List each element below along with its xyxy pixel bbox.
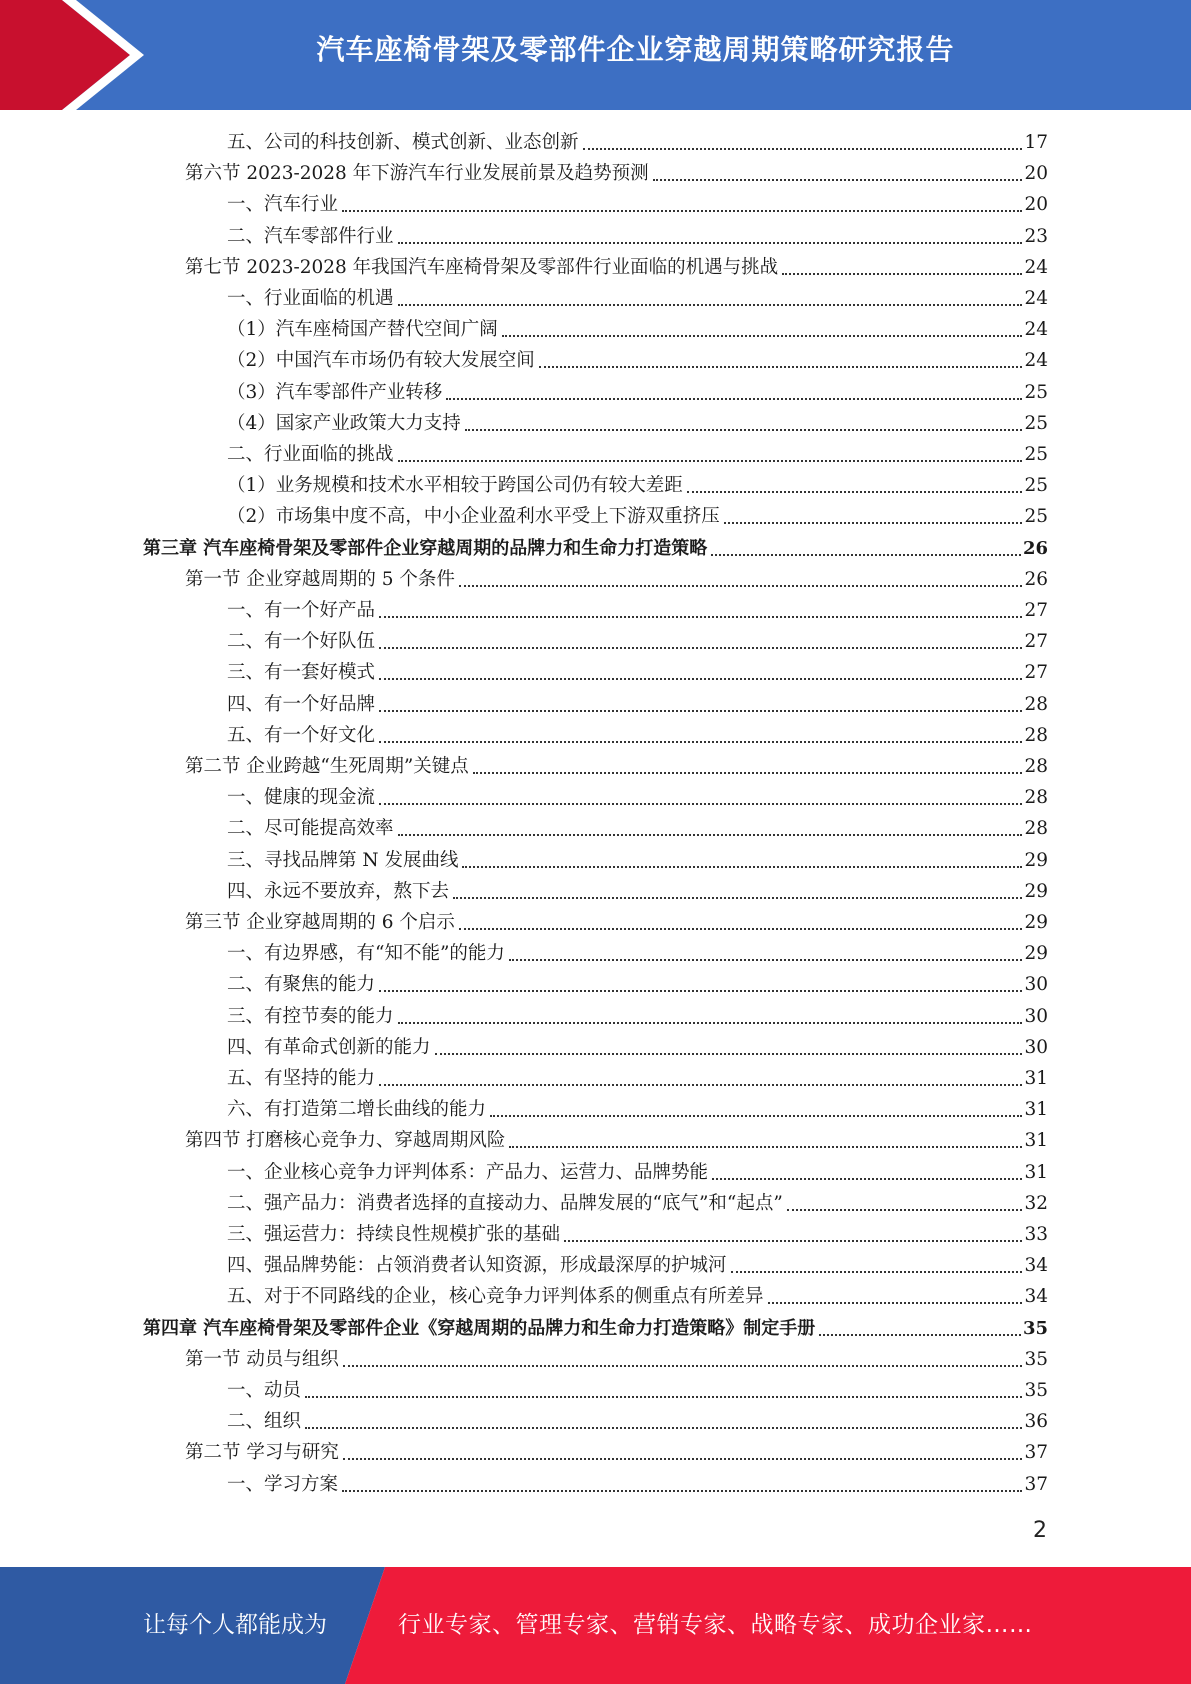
toc-entry[interactable] xyxy=(185,1125,1048,1156)
toc-entry[interactable] xyxy=(227,1063,1048,1094)
toc-entry-page: 25 xyxy=(1024,412,1048,434)
toc-entry-title: 五、对于不同路线的企业，核心竞争力评判体系的侧重点有所差异 xyxy=(227,1286,764,1308)
toc-entry-page: 36 xyxy=(1024,1411,1048,1433)
toc-dot-leader xyxy=(509,1145,1022,1148)
toc-entry-title: 二、有一个好队伍 xyxy=(227,631,376,653)
footer-slogan-left: 让每个人都能成为 xyxy=(143,1612,327,1638)
toc-entry[interactable] xyxy=(227,1469,1048,1500)
toc-entry-page: 26 xyxy=(1022,537,1048,559)
toc-dot-leader xyxy=(687,490,1023,493)
toc-dot-leader xyxy=(459,927,1023,930)
toc-entry-title: （3）汽车零部件产业转移 xyxy=(227,381,443,403)
toc-dot-leader xyxy=(711,553,1021,556)
toc-dot-leader xyxy=(379,709,1022,712)
toc-entry-title: 一、动员 xyxy=(227,1380,302,1401)
toc-entry[interactable] xyxy=(227,626,1048,657)
toc-entry[interactable] xyxy=(227,1032,1048,1063)
toc-entry[interactable] xyxy=(227,1157,1048,1188)
toc-entry-page: 17 xyxy=(1024,132,1048,153)
toc-entry-page: 30 xyxy=(1024,1036,1048,1058)
toc-entry-page: 31 xyxy=(1024,1130,1048,1152)
toc-entry-title: 第二节 企业跨越“生死周期”关键点 xyxy=(185,756,469,777)
toc-entry-page: 31 xyxy=(1024,1099,1048,1121)
toc-entry-page: 28 xyxy=(1024,693,1048,715)
report-title: 汽车座椅骨架及零部件企业穿越周期策略研究报告 xyxy=(316,33,955,66)
toc-entry-page: 31 xyxy=(1024,1068,1048,1089)
toc-entry[interactable] xyxy=(185,1437,1048,1468)
toc-entry[interactable] xyxy=(185,1344,1048,1375)
toc-entry[interactable] xyxy=(227,938,1048,969)
toc-entry-page: 33 xyxy=(1024,1224,1048,1245)
toc-dot-leader xyxy=(379,677,1022,680)
toc-entry-title: 二、组织 xyxy=(227,1411,302,1433)
toc-dot-leader xyxy=(509,958,1023,961)
toc-entry[interactable] xyxy=(227,377,1048,408)
toc-dot-leader xyxy=(539,365,1023,368)
toc-entry-page: 24 xyxy=(1024,319,1048,341)
toc-dot-leader xyxy=(490,1114,1022,1117)
toc-dot-leader xyxy=(465,428,1023,431)
toc-entry[interactable] xyxy=(227,720,1048,751)
toc-entry[interactable] xyxy=(227,845,1048,876)
toc-entry-title: 二、有聚焦的能力 xyxy=(227,974,376,996)
toc-dot-leader xyxy=(398,1021,1023,1024)
toc-entry-title: 五、有坚持的能力 xyxy=(227,1068,376,1089)
toc-dot-leader xyxy=(724,521,1023,524)
toc-entry-page: 24 xyxy=(1024,350,1048,372)
toc-entry-page: 28 xyxy=(1024,756,1048,777)
toc-entry-title: 二、强产品力：消费者选择的直接动力、品牌发展的“底气”和“起点” xyxy=(227,1192,783,1214)
toc-entry-title: 三、寻找品牌第 N 发展曲线 xyxy=(227,849,459,871)
toc-entry-page: 35 xyxy=(1024,1348,1048,1370)
toc-entry-title: 第三节 企业穿越周期的 6 个启示 xyxy=(185,912,455,933)
toc-dot-leader xyxy=(819,1333,1021,1336)
toc-dot-leader xyxy=(343,1457,1023,1460)
toc-entry[interactable] xyxy=(227,470,1048,501)
toc-dot-leader xyxy=(379,989,1022,992)
toc-dot-leader xyxy=(787,1208,1023,1211)
toc-entry[interactable] xyxy=(227,969,1048,1000)
toc-entry-page: 25 xyxy=(1024,444,1048,465)
toc-entry-page: 24 xyxy=(1024,256,1048,278)
toc-dot-leader xyxy=(435,1052,1023,1055)
toc-entry-page: 27 xyxy=(1024,631,1048,653)
toc-dot-leader xyxy=(564,1239,1022,1242)
toc-entry-title: （2）市场集中度不高，中小企业盈利水平受上下游双重挤压 xyxy=(227,506,720,528)
toc-entry[interactable] xyxy=(227,689,1048,720)
toc-dot-leader xyxy=(731,1270,1023,1273)
toc-entry-page: 37 xyxy=(1024,1442,1048,1464)
page-footer xyxy=(0,1567,1191,1684)
toc-dot-leader xyxy=(462,865,1022,868)
toc-entry[interactable] xyxy=(227,283,1048,314)
toc-entry[interactable] xyxy=(227,1094,1048,1125)
toc-entry-title: （4）国家产业政策大力支持 xyxy=(227,412,461,434)
toc-entry[interactable] xyxy=(227,657,1048,688)
toc-entry-page: 34 xyxy=(1024,1255,1048,1277)
page-header xyxy=(0,0,1191,110)
toc-entry[interactable] xyxy=(227,1219,1048,1250)
toc-entry-title: 一、学习方案 xyxy=(227,1473,339,1495)
toc-entry-title: 第一节 企业穿越周期的 5 个条件 xyxy=(185,568,455,590)
toc-entry[interactable] xyxy=(227,782,1048,813)
toc-entry[interactable] xyxy=(227,189,1048,220)
toc-entry[interactable] xyxy=(143,533,1048,564)
toc-entry-title: 一、有边界感，有“知不能”的能力 xyxy=(227,943,505,965)
toc-entry-page: 31 xyxy=(1024,1161,1048,1183)
toc-entry-title: 四、强品牌势能：占领消费者认知资源，形成最深厚的护城河 xyxy=(227,1255,727,1277)
toc-dot-leader xyxy=(768,1301,1023,1304)
toc-entry-page: 25 xyxy=(1024,506,1048,528)
toc-entry[interactable] xyxy=(185,907,1048,938)
toc-entry[interactable] xyxy=(227,1375,1048,1406)
toc-entry-title: 二、行业面临的挑战 xyxy=(227,444,394,465)
toc-dot-leader xyxy=(305,1395,1022,1398)
toc-entry-page: 35 xyxy=(1024,1380,1048,1401)
toc-dot-leader xyxy=(653,178,1023,181)
toc-entry[interactable] xyxy=(227,1406,1048,1437)
toc-dot-leader xyxy=(398,241,1023,244)
toc-entry-title: 第七节 2023-2028 年我国汽车座椅骨架及零部件行业面临的机遇与挑战 xyxy=(185,256,779,278)
toc-dot-leader xyxy=(379,615,1022,618)
toc-dot-leader xyxy=(712,1177,1022,1180)
toc-entry[interactable] xyxy=(185,252,1048,283)
toc-entry-page: 35 xyxy=(1022,1317,1048,1339)
toc-dot-leader xyxy=(379,740,1022,743)
toc-dot-leader xyxy=(453,896,1022,899)
toc-entry-page: 29 xyxy=(1024,943,1048,965)
toc-dot-leader xyxy=(398,303,1023,306)
toc-entry-title: 三、有一套好模式 xyxy=(227,662,376,684)
toc-entry[interactable] xyxy=(227,813,1048,844)
toc-entry[interactable] xyxy=(227,595,1048,626)
toc-dot-leader xyxy=(379,802,1022,805)
toc-entry[interactable] xyxy=(227,408,1048,439)
toc-entry-title: 五、有一个好文化 xyxy=(227,724,376,746)
toc-entry-title: 第四章 汽车座椅骨架及零部件企业《穿越周期的品牌力和生命力打造策略》制定手册 xyxy=(143,1317,816,1339)
toc-dot-leader xyxy=(379,1083,1022,1086)
toc-entry-title: 五、公司的科技创新、模式创新、业态创新 xyxy=(227,132,579,153)
toc-entry-page: 23 xyxy=(1024,225,1048,247)
toc-dot-leader xyxy=(583,147,1023,150)
toc-entry-page: 27 xyxy=(1024,600,1048,621)
toc-entry-title: 第六节 2023-2028 年下游汽车行业发展前景及趋势预测 xyxy=(185,163,649,185)
toc-entry[interactable] xyxy=(227,501,1048,532)
toc-entry-title: 一、有一个好产品 xyxy=(227,600,376,621)
toc-dot-leader xyxy=(473,771,1023,774)
toc-dot-leader xyxy=(342,1489,1022,1492)
toc-entry-page: 28 xyxy=(1024,818,1048,840)
toc-entry[interactable] xyxy=(185,158,1048,189)
toc-entry-title: （1）业务规模和技术水平相较于跨国公司仍有较大差距 xyxy=(227,475,683,497)
toc-entry-title: 二、尽可能提高效率 xyxy=(227,818,394,840)
toc-entry-page: 25 xyxy=(1024,475,1048,497)
toc-dot-leader xyxy=(398,459,1023,462)
toc-entry-title: 第四节 打磨核心竞争力、穿越周期风险 xyxy=(185,1130,506,1152)
toc-entry-page: 29 xyxy=(1024,912,1048,933)
toc-entry[interactable] xyxy=(143,1313,1048,1344)
toc-entry[interactable] xyxy=(227,345,1048,376)
toc-dot-leader xyxy=(343,1364,1023,1367)
toc-entry-page: 37 xyxy=(1024,1473,1048,1495)
toc-entry[interactable] xyxy=(185,564,1048,595)
toc-entry-page: 24 xyxy=(1024,288,1048,309)
toc-dot-leader xyxy=(379,646,1022,649)
toc-dot-leader xyxy=(446,397,1022,400)
toc-entry-title: 第二节 学习与研究 xyxy=(185,1442,339,1464)
toc-entry-page: 25 xyxy=(1024,381,1048,403)
toc-entry-page: 34 xyxy=(1024,1286,1048,1308)
toc-dot-leader xyxy=(398,833,1023,836)
toc-entry-title: 一、健康的现金流 xyxy=(227,787,376,809)
toc-entry-title: （1）汽车座椅国产替代空间广阔 xyxy=(227,319,498,341)
toc-entry-title: 三、强运营力：持续良性规模扩张的基础 xyxy=(227,1224,561,1245)
toc-entry[interactable] xyxy=(227,127,1048,158)
toc-dot-leader xyxy=(782,272,1022,275)
toc-entry-page: 28 xyxy=(1024,787,1048,809)
toc-entry-page: 32 xyxy=(1024,1192,1048,1214)
toc-entry-page: 30 xyxy=(1024,1005,1048,1027)
toc-entry-title: 二、汽车零部件行业 xyxy=(227,225,394,247)
toc-entry-title: 一、汽车行业 xyxy=(227,194,339,216)
toc-entry-page: 27 xyxy=(1024,662,1048,684)
footer-slogan-right: 行业专家、管理专家、营销专家、战略专家、成功企业家…… xyxy=(398,1612,1033,1638)
toc-dot-leader xyxy=(342,209,1022,212)
toc-entry[interactable] xyxy=(227,1001,1048,1032)
toc-dot-leader xyxy=(305,1426,1022,1429)
page-number: 2 xyxy=(1033,1518,1047,1543)
toc-entry[interactable] xyxy=(185,751,1048,782)
toc-entry-title: 第三章 汽车座椅骨架及零部件企业穿越周期的品牌力和生命力打造策略 xyxy=(143,537,708,559)
toc-entry-page: 20 xyxy=(1024,194,1048,216)
toc-entry-page: 26 xyxy=(1024,568,1048,590)
toc-entry-title: 第一节 动员与组织 xyxy=(185,1348,339,1370)
toc-entry[interactable] xyxy=(227,876,1048,907)
toc-entry-title: 一、企业核心竞争力评判体系：产品力、运营力、品牌势能 xyxy=(227,1161,709,1183)
toc-entry[interactable] xyxy=(227,1281,1048,1312)
toc-dot-leader xyxy=(459,584,1023,587)
toc-entry-title: 六、有打造第二增长曲线的能力 xyxy=(227,1099,487,1121)
toc-entry-title: （2）中国汽车市场仍有较大发展空间 xyxy=(227,350,535,372)
toc-entry-title: 一、行业面临的机遇 xyxy=(227,288,394,309)
toc-entry[interactable] xyxy=(227,221,1048,252)
toc-entry-title: 四、有一个好品牌 xyxy=(227,693,376,715)
toc-entry[interactable] xyxy=(227,1188,1048,1219)
toc-entry[interactable] xyxy=(227,1250,1048,1281)
toc-entry-title: 四、永远不要放弃，熬下去 xyxy=(227,880,450,902)
toc-entry-page: 28 xyxy=(1024,724,1048,746)
toc-dot-leader xyxy=(502,334,1023,337)
toc-entry-page: 30 xyxy=(1024,974,1048,996)
toc-entry[interactable] xyxy=(227,439,1048,470)
toc-entry-title: 四、有革命式创新的能力 xyxy=(227,1036,431,1058)
toc-entry[interactable] xyxy=(227,314,1048,345)
toc-entry-page: 29 xyxy=(1024,849,1048,871)
toc-entry-page: 29 xyxy=(1024,880,1048,902)
toc-entry-page: 20 xyxy=(1024,163,1048,185)
toc-entry-title: 三、有控节奏的能力 xyxy=(227,1005,394,1027)
